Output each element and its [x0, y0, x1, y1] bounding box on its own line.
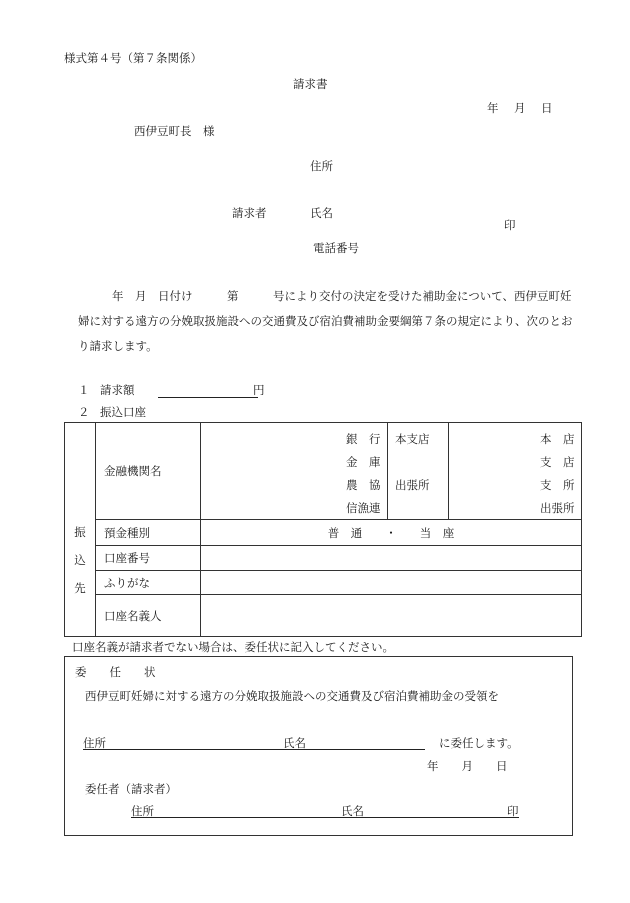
deposit-type-choice[interactable]: 普 通 ・ 当 座	[201, 520, 582, 546]
body-text: 年 月 日付け 第 号により交付の決定を受けた補助金について、西伊豆町妊婦に対する遠方の分娩取扱施設への交通費及び宿泊費補助金要綱第７条の規定により、次のとおり請求します。	[78, 289, 573, 353]
delegator-seal: 印	[507, 804, 519, 818]
addressee: 西伊豆町長 様	[134, 124, 215, 138]
proxy-name-label: 氏名	[283, 736, 306, 750]
item1-number: １	[78, 383, 90, 397]
body-paragraph	[78, 284, 578, 359]
furigana-field[interactable]	[201, 571, 582, 595]
proxy-title: 委 任 状	[75, 665, 156, 679]
financial-institution-field[interactable]: 銀 行 金 庫 農 協 信漁連 本支店 出張所 本 店 支 店 支 所 出張所	[201, 423, 582, 520]
item2-number: ２	[78, 405, 90, 419]
deposit-type-label: 預金種別	[96, 520, 201, 546]
form-number: 様式第４号（第７条関係）	[64, 51, 202, 65]
proxy-note: 口座名義が請求者でない場合は、委任状に記入してください。	[72, 640, 394, 654]
financial-institution-label: 金融機関名	[96, 423, 201, 520]
claim-amount-unit: 円	[253, 383, 265, 397]
claim-amount-label: 請求額	[100, 383, 135, 397]
proxy-form-box	[64, 656, 573, 836]
account-number-label: 口座番号	[96, 546, 201, 571]
date-line: 年 月 日	[487, 101, 555, 115]
address-label: 住所	[310, 159, 333, 173]
seal-mark: 印	[504, 218, 516, 232]
phone-label: 電話番号	[313, 241, 359, 255]
name-label: 氏名	[310, 206, 333, 220]
proxy-delegate-text: に委任します。	[439, 736, 519, 750]
furigana-label: ふりがな	[96, 571, 201, 595]
claim-amount-field[interactable]	[158, 382, 258, 398]
document-title: 請求書	[293, 77, 328, 91]
delegator-address-label: 住所	[131, 804, 154, 818]
proxy-address-label: 住所	[83, 736, 106, 750]
transfer-account-table	[64, 422, 582, 637]
proxy-date-line: 年 月 日	[427, 759, 508, 773]
proxy-address-name-line[interactable]	[83, 735, 425, 750]
delegator-label: 委任者（請求者）	[85, 782, 177, 796]
transfer-account-label: 振込口座	[100, 405, 146, 419]
account-number-field[interactable]	[201, 546, 582, 571]
account-holder-field[interactable]	[201, 595, 582, 637]
claimant-label: 請求者	[232, 206, 267, 220]
transfer-destination-label: 振 込 先	[65, 423, 96, 637]
proxy-text: 西伊豆町妊婦に対する遠方の分娩取扱施設への交通費及び宿泊費補助金の受領を	[85, 689, 499, 703]
delegator-name-label: 氏名	[341, 804, 364, 818]
delegator-address-name-line[interactable]	[131, 803, 519, 818]
account-holder-label: 口座名義人	[96, 595, 201, 637]
